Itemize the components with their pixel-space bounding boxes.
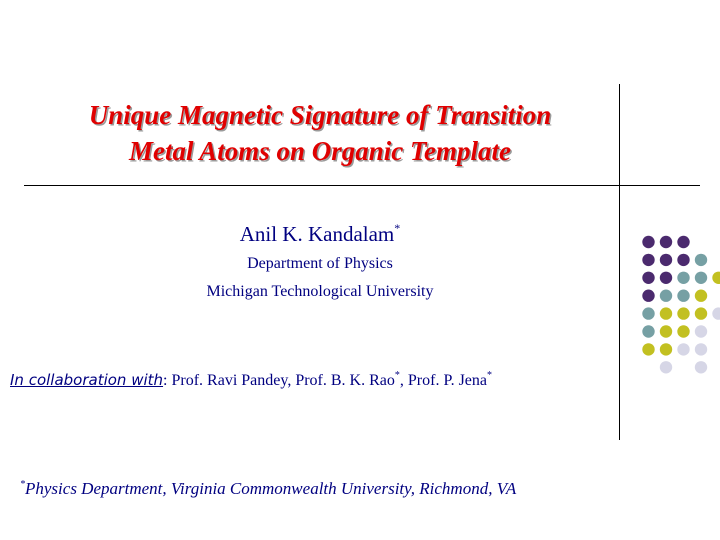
decorative-dot — [642, 272, 654, 284]
decorative-dot — [712, 272, 720, 284]
collaborator-mark-2: * — [487, 370, 492, 381]
decorative-dot — [677, 325, 689, 337]
collaborators-part-2: , Prof. P. Jena — [399, 372, 487, 389]
title-line-2: Metal Atoms on Organic Template — [128, 136, 512, 166]
decorative-dot — [660, 290, 672, 302]
decorative-dot — [660, 236, 672, 248]
decorative-dot — [660, 307, 672, 319]
affiliation-university: Michigan Technological University — [206, 283, 434, 300]
collaborators-part-1: : Prof. Ravi Pandey, Prof. B. K. Rao — [163, 372, 395, 389]
decorative-dot — [677, 236, 689, 248]
decorative-dot — [642, 325, 654, 337]
footnote-text: Physics Department, Virginia Commonwealth University, Richmond, VA — [25, 479, 517, 498]
decorative-dot — [695, 325, 707, 337]
author-name: Anil K. Kandalam — [239, 222, 395, 246]
decorative-dot — [660, 272, 672, 284]
decorative-dot — [677, 290, 689, 302]
decorative-dot — [695, 254, 707, 266]
decorative-dot — [642, 254, 654, 266]
decorative-dot — [642, 290, 654, 302]
decorative-dot — [677, 343, 689, 355]
affiliation-department: Department of Physics — [247, 255, 393, 272]
author-footnote-mark: * — [394, 221, 401, 235]
decorative-dot — [642, 236, 654, 248]
decorative-dot — [642, 307, 654, 319]
decorative-dot — [677, 272, 689, 284]
decorative-dot — [695, 290, 707, 302]
decorative-dot — [695, 343, 707, 355]
decorative-dot — [660, 361, 672, 373]
decorative-dot — [660, 254, 672, 266]
decorative-dot — [695, 361, 707, 373]
title-line-1: Unique Magnetic Signature of Transition — [88, 100, 552, 130]
decorative-dot — [712, 307, 720, 319]
decorative-dot — [677, 254, 689, 266]
collaborator-mark-1: * — [394, 370, 400, 381]
decorative-dot — [660, 325, 672, 337]
decorative-dot — [677, 307, 689, 319]
decorative-dot — [695, 272, 707, 284]
decorative-dot — [660, 343, 672, 355]
decorative-dot — [695, 307, 707, 319]
collaboration-label: In collaboration with — [10, 371, 164, 389]
footnote-mark: * — [20, 479, 25, 490]
decorative-dot — [642, 343, 654, 355]
